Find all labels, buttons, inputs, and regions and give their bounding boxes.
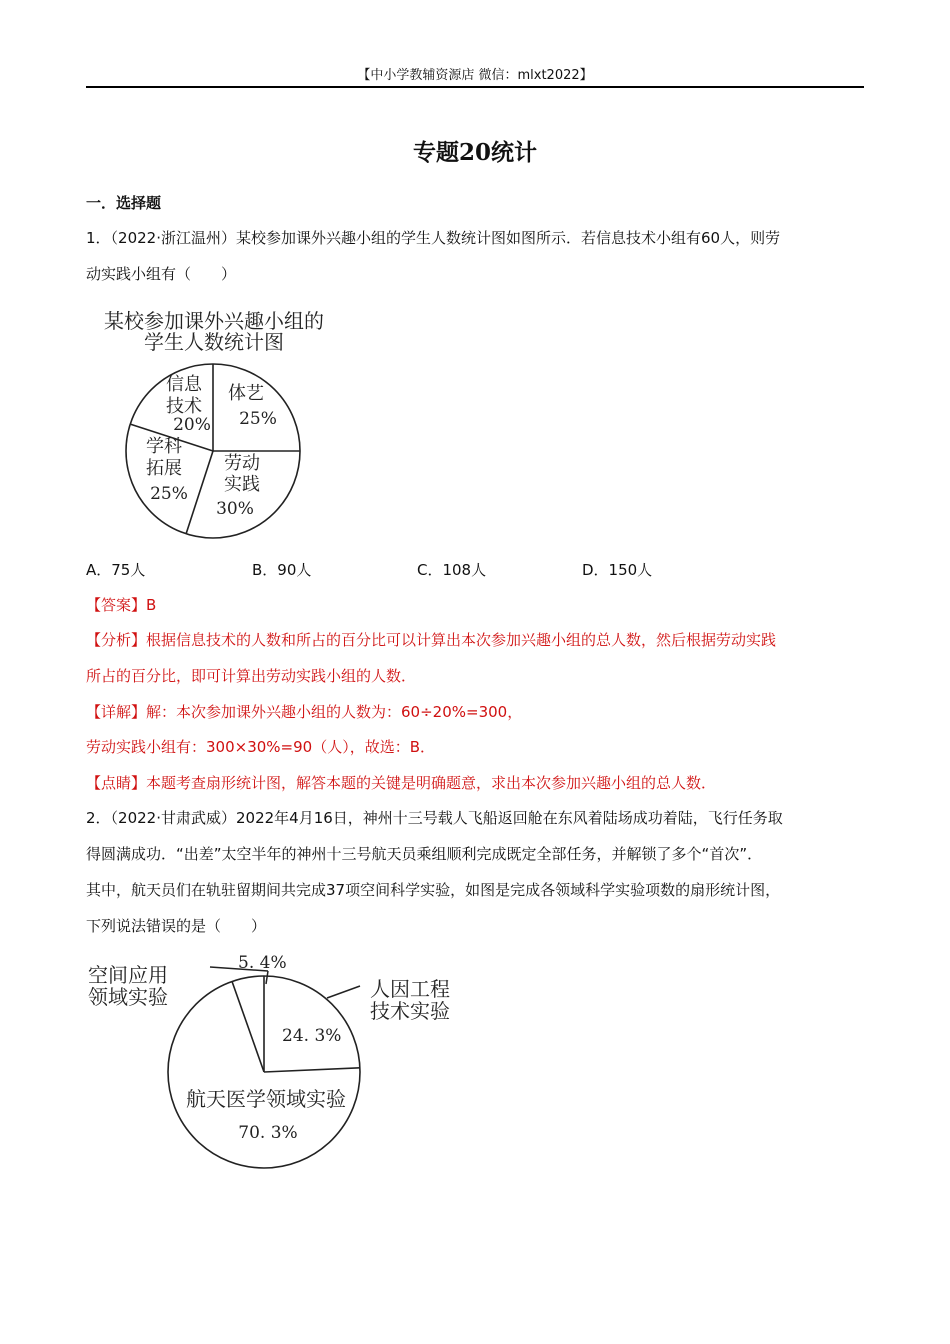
slice-label-labor-1: 劳动	[224, 453, 260, 474]
label-human-2: 技术实验	[370, 999, 450, 1023]
page-header: 【中小学教辅资源店 微信：mlxt2022】	[357, 68, 593, 83]
q1-comment: 【点睛】本题考查扇形统计图，解答本题的关键是明确题意，求出本次参加兴趣小组的总人数．	[86, 774, 717, 792]
q2-text-line-3: 其中，航天员们在轨驻留期间共完成37项空间科学实验，如图是完成各领域科学实验项数的扇形统计图，	[86, 881, 781, 899]
slice-label-arts: 体艺	[228, 383, 264, 404]
slice-boundary-medical	[264, 1068, 360, 1072]
q1-answer: 【答案】B	[86, 596, 157, 614]
q1-analysis-line-2: 所占的百分比，即可计算出劳动实践小组的人数．	[86, 667, 417, 685]
q2-text-line-2: 得圆满成功．“出差”太空半年的神州十三号航天员乘组顺利完成既定全部任务，并解锁了多个“首次”．	[86, 845, 763, 863]
q1-analysis-line-1: 【分析】根据信息技术的人数和所占的百分比可以计算出本次参加兴趣小组的总人数，然后根据劳动实践	[86, 631, 777, 649]
label-human-pct: 24. 3%	[282, 1026, 342, 1046]
label-med: 航天医学领域实验	[186, 1087, 346, 1111]
slice-label-subject-pct: 25%	[150, 484, 188, 504]
slice-boundary-space	[232, 981, 264, 1072]
q1-text-line-2: 动实践小组有（ ）	[86, 265, 237, 283]
q1-option-a: A．75人	[86, 561, 146, 579]
q2-text-line-1: 2．（2022·甘肃武威）2022年4月16日，神州十三号载人飞船返回舱在东风着陆场成功着陆，飞行任务取	[86, 809, 783, 827]
label-med-pct: 70. 3%	[238, 1123, 298, 1143]
chart1-title-line-2: 学生人数统计图	[144, 330, 284, 354]
q1-pie-chart	[92, 306, 342, 542]
q1-detail-line-1: 【详解】解：本次参加课外兴趣小组的人数为：60÷20%=300，	[86, 703, 523, 721]
label-space-1: 空间应用	[88, 963, 168, 987]
q2-text-line-4: 下列说法错误的是（ ）	[86, 917, 267, 935]
slice-label-info-1: 信息	[166, 374, 202, 395]
q1-option-c: C．108人	[417, 561, 487, 579]
slice-label-info-2: 技术	[166, 396, 202, 417]
slice-label-subject-1: 学科	[146, 436, 182, 457]
q2-pie-chart	[80, 948, 480, 1173]
slice-label-info-pct: 20%	[173, 415, 211, 435]
header-rule	[86, 86, 864, 88]
slice-label-arts-pct: 25%	[239, 409, 277, 429]
q1-option-b: B．90人	[252, 561, 312, 579]
label-human-1: 人因工程	[370, 977, 450, 1001]
page-title: 专题20统计	[412, 139, 537, 166]
q1-detail-line-2: 劳动实践小组有：300×30%=90（人），故选：B．	[86, 738, 435, 756]
slice-label-subject-2: 拓展	[146, 458, 182, 479]
slice-boundary-subject	[186, 451, 213, 534]
q1-text-line-1: 1．（2022·浙江温州）某校参加课外兴趣小组的学生人数统计图如图所示．若信息技术小组有60人，则劳	[86, 229, 781, 247]
section-heading: 一．选择题	[86, 194, 162, 212]
slice-label-labor-pct: 30%	[216, 499, 254, 519]
leader-line-human	[327, 986, 360, 998]
q1-option-d: D．150人	[582, 561, 653, 579]
label-space-pct: 5. 4%	[238, 953, 287, 973]
label-space-2: 领域实验	[88, 985, 168, 1009]
chart1-title-line-1: 某校参加课外兴趣小组的	[104, 309, 324, 333]
slice-label-labor-2: 实践	[224, 474, 260, 495]
